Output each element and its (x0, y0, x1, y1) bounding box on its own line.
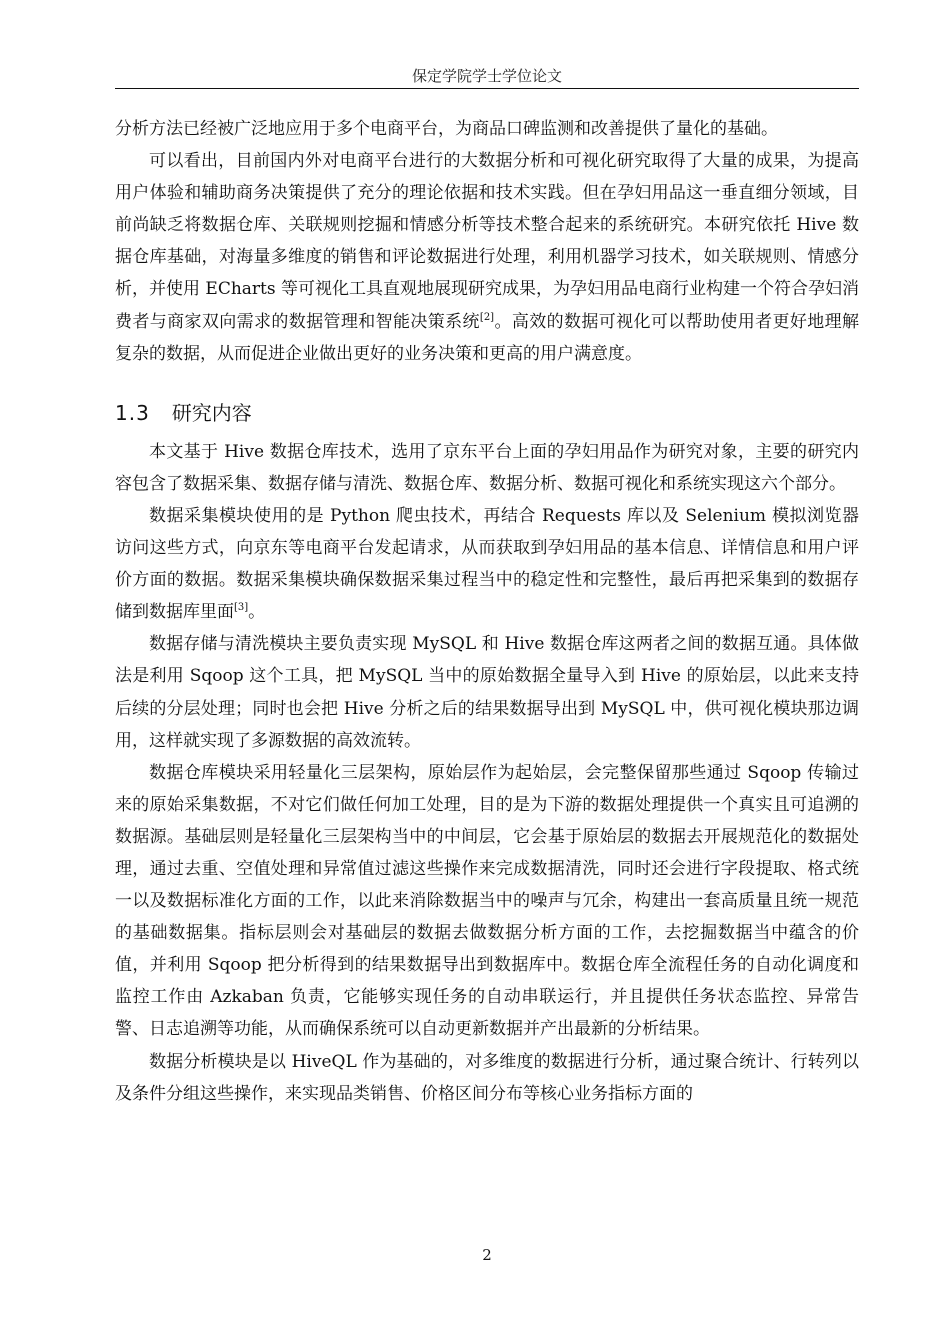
body-paragraph (115, 628, 859, 756)
running-header: 保定学院学士学位论文 (411, 67, 562, 85)
body-paragraph (115, 436, 859, 500)
body-paragraph (115, 1046, 859, 1110)
paragraph-text: 数据采集模块使用的是 Python 爬虫技术，再结合 Requests 库以及 Selenium 模拟浏览器访问这些方式，向京东等电商平台发起请求，从而获取到孕妇用品的基本信息、详情信息和用户评价方面的数据。数据采集模块确保数据采集过程当中的稳定性和完整性，最后再把采集到的数据存储到数据库里面 (115, 505, 859, 623)
paragraph-text: 数据分析模块是以 HiveQL 作为基础的，对多维度的数据进行分析，通过聚合统计、行转列以及条件分组这些操作，来实现品类销售、价格区间分布等核心业务指标方面的 (115, 1051, 859, 1104)
body-paragraph (115, 757, 859, 1046)
body-paragraph (115, 113, 859, 145)
paragraph-text-tail: 。 (248, 602, 266, 623)
header-divider (115, 88, 859, 89)
paragraph-text: 数据存储与清洗模块主要负责实现 MySQL 和 Hive 数据仓库这两者之间的数据互通。具体做法是利用 Sqoop 这个工具，把 MySQL 当中的原始数据全量导入到 Hive 的原始层，以此来支持后续的分层处理；同时也会把 Hive 分析之后的结果数据导出到 MySQL 中，供可视化模块那边调用，这样就实现了多源数据的高效流转。 (115, 634, 859, 751)
section-heading (115, 398, 859, 428)
page-number: 2 (482, 1246, 492, 1264)
page-body (115, 113, 859, 1110)
body-paragraph (115, 500, 859, 628)
paragraph-text: 分析方法已经被广泛地应用于多个电商平台，为商品口碑监测和改善提供了量化的基础。 (115, 119, 778, 139)
paragraphs-before-section (115, 113, 859, 370)
paragraph-text: 本文基于 Hive 数据仓库技术，选用了京东平台上面的孕妇用品作为研究对象，主要的研究内容包含了数据采集、数据存储与清洗、数据仓库、数据分析、数据可视化和系统实现这六个部分。 (115, 441, 859, 494)
section-number: 1.3 (115, 400, 150, 425)
citation-marker: [2] (479, 311, 495, 323)
paragraph-text-tail: 。高效的数据可视化可以帮助使用者更好地理解复杂的数据，从而促进企业做出更好的业务决策和更高的用户满意度。 (115, 311, 860, 364)
paragraphs-after-section (115, 436, 859, 1110)
paragraph-text: 数据仓库模块采用轻量化三层架构，原始层作为起始层，会完整保留那些通过 Sqoop 传输过来的原始采集数据，不对它们做任何加工处理，目的是为下游的数据处理提供一个真实且可追溯的数据源。基础层则是轻量化三层架构当中的中间层，它会基于原始层的数据去开展规范化的数据处理，通过去重、空值处理和异常值过滤这些操作来完成数据清洗，同时还会进行字段提取、格式统一以及数据标准化方面的工作，以此来消除数据当中的噪声与冗余，构建出一套高质量且统一规范的基础数据集。指标层则会对基础层的数据去做数据分析方面的工作，去挖掘数据当中蕴含的价值，并利用 Sqoop 把分析得到的结果数据导出到数据库中。数据仓库全流程任务的自动化调度和监控工作由 Azkaban 负责，它能够实现任务的自动串联运行，并且提供任务状态监控、异常告警、日志追溯等功能，从而确保系统可以自动更新数据并产出最新的分析结果。 (115, 762, 859, 1040)
citation-marker: [3] (234, 602, 249, 614)
paragraph-text: 可以看出，目前国内外对电商平台进行的大数据分析和可视化研究取得了大量的成果，为提高用户体验和辅助商务决策提供了充分的理论依据和技术实践。但在孕妇用品这一垂直细分领域，目前尚缺乏将数据仓库、关联规则挖掘和情感分析等技术整合起来的系统研究。本研究依托 Hive 数据仓库基础，对海量多维度的销售和评论数据进行处理，利用机器学习技术，如关联规则、情感分析，并使用 ECharts 等可视化工具直观地展现研究成果，为孕妇用品电商行业构建一个符合孕妇消费者与商家双向需求的数据管理和智能决策系统 (115, 151, 859, 332)
section-title: 研究内容 (171, 400, 252, 425)
body-paragraph (115, 145, 859, 370)
